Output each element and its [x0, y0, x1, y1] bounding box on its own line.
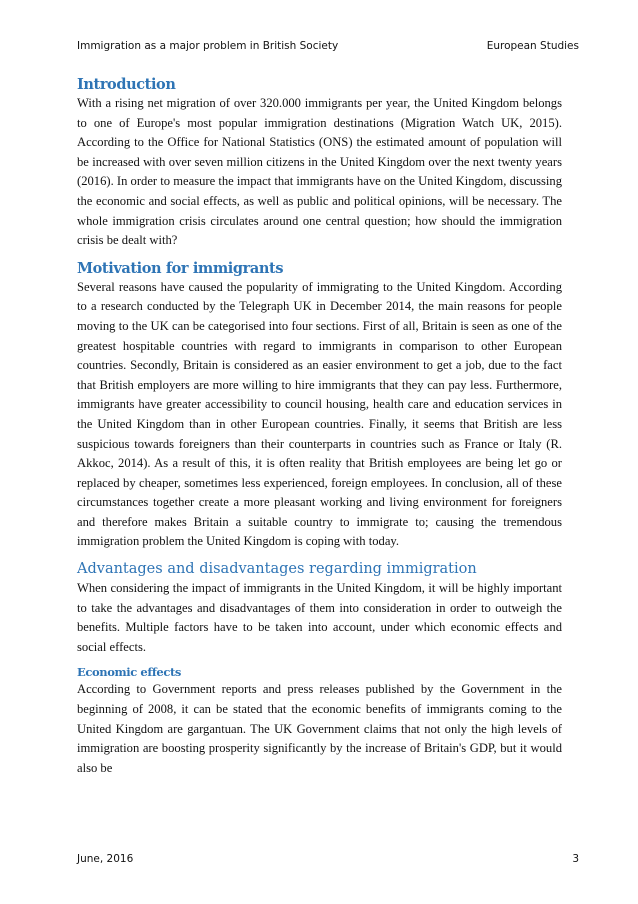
header-course-name: European Studies	[486, 40, 579, 52]
footer-date: June, 2016	[77, 853, 134, 865]
motivation-paragraph: Several reasons have caused the popularity of immigrating to the United Kingdom. According to a research conducted by the Telegraph UK in December 2014, the main reasons for people moving to the UK can be categorised into four sections. First of all, Britain is seen as one of the greatest hospitable countries with regard to immigrants in comparison to other European countries. Secondly, Britain is considered as an easier environment to get a job, due to the fact that British employers are more willing to hire immigrants that they can pay less. Furthermore, immigrants have greater accessibility to council housing, health care and education services in the United Kingdom than in other European countries. Finally, it seems that British are less suspicious towards foreigners than their counterparts in countries such as France or Italy (R. Akkoc, 2014). As a result of this, it is often reality that British employees are being let go or replaced by cheaper, sometimes less experienced, foreign employees. In conclusion, all of these circumstances together create a more pleasant working and living environment for foreigners and therefore makes Britain a suitable country to immigrate to; causing the tremendous immigration problem the United Kingdom is coping with today.	[77, 279, 562, 549]
page-number: 3	[572, 853, 579, 865]
introduction-heading: Introduction	[77, 76, 176, 93]
running-footer	[77, 853, 579, 869]
introduction-paragraph: With a rising net migration of over 320.000 immigrants per year, the United Kingdom belongs to one of Europe's most popular immigration destinations (Migration Watch UK, 2015). According to the Office for National Statistics (ONS) the estimated amount of population will be increased with over seven million citizens in the United Kingdom over the next twenty years (2016). In order to measure the impact that immigrants have on the United Kingdom, discussing the economic and social effects, as well as public and political opinions, will be necessary. The whole immigration crisis circulates around one central question; how should the immigration crisis be dealt with?	[77, 96, 562, 248]
economic-effects-paragraph: According to Government reports and press releases published by the Government in the beginning of 2008, it can be stated that the economic benefits of immigrants coming to the United Kingdom are gargantuan. The UK Government claims that not only the high levels of immigration are boosting prosperity significantly by the increase of Britain's GDP, but it would also be	[77, 682, 562, 775]
advantages-heading: Advantages and disadvantages regarding immigration	[77, 561, 477, 578]
economic-effects-heading: Economic effects	[77, 665, 181, 680]
advantages-paragraph: When considering the impact of immigrants in the United Kingdom, it will be highly important to take the advantages and disadvantages of them into consideration in order to outweigh the benefits. Multiple factors have to be taken into account, under which economic effects and social effects.	[77, 581, 562, 654]
motivation-heading: Motivation for immigrants	[77, 259, 284, 277]
header-document-title: Immigration as a major problem in British Society	[77, 40, 339, 52]
document-body	[77, 76, 562, 778]
running-header	[77, 40, 579, 56]
